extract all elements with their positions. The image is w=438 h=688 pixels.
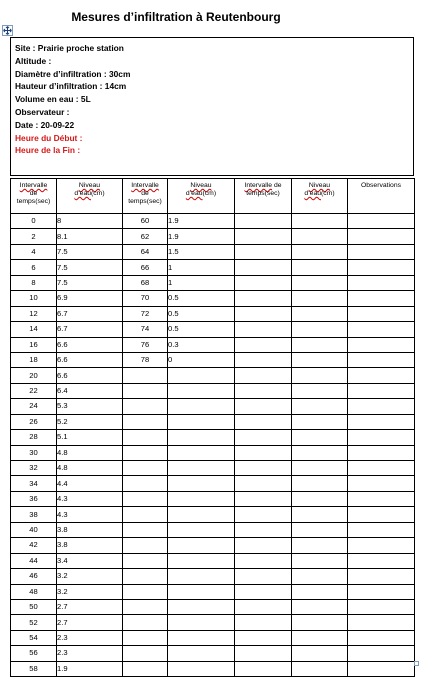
level-cell: 7.5 — [57, 244, 123, 259]
level-cell: 1 — [168, 260, 235, 275]
level-cell: 4.3 — [57, 507, 123, 522]
table-row — [11, 445, 415, 460]
level-cell — [168, 599, 235, 614]
table-row — [11, 646, 415, 661]
level-cell — [292, 661, 348, 676]
level-cell — [292, 368, 348, 383]
level-cell: 0 — [168, 352, 235, 367]
observation-cell — [348, 461, 415, 476]
interval-cell: 58 — [11, 661, 57, 676]
table-row — [11, 661, 415, 676]
table-row — [11, 584, 415, 599]
interval-cell — [235, 661, 292, 676]
table-row — [11, 491, 415, 506]
level-cell: 4.3 — [57, 491, 123, 506]
info-line: Heure du Début : — [15, 132, 83, 143]
table-row — [11, 414, 415, 429]
info-line: Volume en eau : 5L — [15, 94, 91, 105]
observation-cell — [348, 352, 415, 367]
level-cell — [292, 569, 348, 584]
observation-cell — [348, 399, 415, 414]
level-cell — [168, 445, 235, 460]
level-cell — [292, 229, 348, 244]
interval-cell: 34 — [11, 476, 57, 491]
observation-cell — [348, 507, 415, 522]
interval-cell: 42 — [11, 538, 57, 553]
level-cell: 0.5 — [168, 322, 235, 337]
observation-cell — [348, 646, 415, 661]
level-cell — [292, 538, 348, 553]
observation-cell — [348, 630, 415, 645]
level-cell — [168, 414, 235, 429]
interval-cell — [123, 646, 168, 661]
interval-cell — [235, 383, 292, 398]
level-cell: 3.4 — [57, 553, 123, 568]
observation-cell — [348, 615, 415, 630]
level-cell: 7.5 — [57, 260, 123, 275]
interval-cell — [235, 615, 292, 630]
header-level-2: Niveau d’eau(cm) — [168, 179, 235, 214]
table-row — [11, 291, 415, 306]
level-cell — [168, 646, 235, 661]
header-level-1: Niveau d’eau(cm) — [57, 179, 123, 214]
level-cell: 2.7 — [57, 599, 123, 614]
interval-cell: 50 — [11, 599, 57, 614]
level-cell — [292, 306, 348, 321]
level-cell — [168, 383, 235, 398]
interval-cell — [123, 476, 168, 491]
interval-cell: 14 — [11, 322, 57, 337]
level-cell — [292, 337, 348, 352]
interval-cell — [235, 399, 292, 414]
level-cell — [292, 461, 348, 476]
table-row — [11, 214, 415, 229]
interval-cell — [235, 522, 292, 537]
interval-cell: 10 — [11, 291, 57, 306]
level-cell — [292, 244, 348, 259]
level-cell: 4.4 — [57, 476, 123, 491]
level-cell: 2.7 — [57, 615, 123, 630]
interval-cell — [235, 569, 292, 584]
interval-cell: 52 — [11, 615, 57, 630]
level-cell — [168, 507, 235, 522]
level-cell — [168, 522, 235, 537]
level-cell: 1.9 — [168, 214, 235, 229]
info-line: Site : Prairie proche station — [15, 43, 124, 53]
interval-cell — [123, 461, 168, 476]
interval-cell — [235, 306, 292, 321]
info-line: Altitude : — [15, 55, 52, 66]
interval-cell: 2 — [11, 229, 57, 244]
interval-cell — [235, 445, 292, 460]
interval-cell: 68 — [123, 275, 168, 290]
level-cell — [292, 430, 348, 445]
observation-cell — [348, 244, 415, 259]
level-cell: 0.5 — [168, 306, 235, 321]
interval-cell — [123, 368, 168, 383]
table-row — [11, 569, 415, 584]
level-cell — [292, 599, 348, 614]
observation-cell — [348, 229, 415, 244]
header-interval-1: Intervalle de temps(sec) — [11, 179, 57, 214]
table-row — [11, 461, 415, 476]
interval-cell — [235, 414, 292, 429]
level-cell — [292, 445, 348, 460]
level-cell — [168, 553, 235, 568]
table-row — [11, 399, 415, 414]
level-cell: 0.5 — [168, 291, 235, 306]
interval-cell: 48 — [11, 584, 57, 599]
level-cell: 4.8 — [57, 445, 123, 460]
table-row — [11, 275, 415, 290]
interval-cell: 46 — [11, 569, 57, 584]
level-cell — [292, 352, 348, 367]
level-cell: 0.3 — [168, 337, 235, 352]
interval-cell: 12 — [11, 306, 57, 321]
observation-cell — [348, 522, 415, 537]
interval-cell — [123, 430, 168, 445]
level-cell — [292, 507, 348, 522]
observation-cell — [348, 430, 415, 445]
level-cell — [168, 569, 235, 584]
table-row — [11, 522, 415, 537]
interval-cell: 18 — [11, 352, 57, 367]
interval-cell: 26 — [11, 414, 57, 429]
table-row — [11, 244, 415, 259]
interval-cell — [235, 476, 292, 491]
interval-cell — [235, 337, 292, 352]
observation-cell — [348, 491, 415, 506]
header-interval-3: Intervalle de temps(sec) — [235, 179, 292, 214]
interval-cell: 74 — [123, 322, 168, 337]
info-line: Hauteur d’infiltration : 14cm — [15, 81, 127, 92]
level-cell: 8.1 — [57, 229, 123, 244]
interval-cell — [123, 630, 168, 645]
level-cell: 6.9 — [57, 291, 123, 306]
level-cell — [292, 630, 348, 645]
level-cell — [168, 615, 235, 630]
level-cell: 8 — [57, 214, 123, 229]
interval-cell: 24 — [11, 399, 57, 414]
interval-cell — [235, 630, 292, 645]
level-cell: 4.8 — [57, 461, 123, 476]
interval-cell — [235, 430, 292, 445]
interval-cell — [235, 599, 292, 614]
table-row — [11, 306, 415, 321]
interval-cell — [235, 291, 292, 306]
interval-cell: 32 — [11, 461, 57, 476]
level-cell: 6.6 — [57, 368, 123, 383]
level-cell — [292, 414, 348, 429]
level-cell — [292, 383, 348, 398]
interval-cell — [123, 538, 168, 553]
level-cell — [168, 461, 235, 476]
header-observations: Observations — [348, 179, 415, 214]
observation-cell — [348, 337, 415, 352]
observation-cell — [348, 260, 415, 275]
table-row — [11, 538, 415, 553]
level-cell — [292, 646, 348, 661]
interval-cell — [123, 661, 168, 676]
interval-cell — [235, 461, 292, 476]
interval-cell: 70 — [123, 291, 168, 306]
interval-cell — [235, 538, 292, 553]
observation-cell — [348, 569, 415, 584]
observation-cell — [348, 661, 415, 676]
info-line: Diamètre d’infiltration : 30cm — [15, 68, 131, 79]
observation-cell — [348, 414, 415, 429]
level-cell — [292, 491, 348, 506]
level-cell — [292, 584, 348, 599]
interval-cell: 30 — [11, 445, 57, 460]
interval-cell — [123, 584, 168, 599]
level-cell — [168, 430, 235, 445]
level-cell: 1.9 — [57, 661, 123, 676]
table-row — [11, 630, 415, 645]
table-row — [11, 322, 415, 337]
interval-cell: 66 — [123, 260, 168, 275]
level-cell — [168, 584, 235, 599]
table-row — [11, 599, 415, 614]
level-cell: 6.6 — [57, 352, 123, 367]
level-cell — [292, 260, 348, 275]
level-cell: 5.3 — [57, 399, 123, 414]
interval-cell: 64 — [123, 244, 168, 259]
level-cell: 3.8 — [57, 522, 123, 537]
level-cell — [168, 538, 235, 553]
interval-cell — [235, 368, 292, 383]
level-cell — [292, 275, 348, 290]
document-title: Mesures d’infiltration à Reutenbourg — [71, 10, 281, 24]
level-cell — [292, 615, 348, 630]
interval-cell: 38 — [11, 507, 57, 522]
interval-cell — [235, 352, 292, 367]
interval-cell: 56 — [11, 646, 57, 661]
interval-cell: 22 — [11, 383, 57, 398]
level-cell: 3.2 — [57, 569, 123, 584]
table-row — [11, 337, 415, 352]
level-cell — [292, 399, 348, 414]
table-row — [11, 507, 415, 522]
level-cell: 6.6 — [57, 337, 123, 352]
interval-cell: 60 — [123, 214, 168, 229]
interval-cell — [123, 599, 168, 614]
info-line: Heure de la Fin : — [15, 145, 81, 156]
interval-cell: 54 — [11, 630, 57, 645]
interval-cell — [123, 507, 168, 522]
level-cell — [168, 661, 235, 676]
level-cell: 1 — [168, 275, 235, 290]
level-cell — [168, 368, 235, 383]
observation-cell — [348, 322, 415, 337]
interval-cell — [235, 507, 292, 522]
level-cell — [292, 214, 348, 229]
level-cell — [292, 476, 348, 491]
table-move-handle-icon[interactable] — [2, 25, 13, 36]
interval-cell — [235, 260, 292, 275]
interval-cell — [235, 646, 292, 661]
level-cell: 2.3 — [57, 630, 123, 645]
level-cell — [168, 630, 235, 645]
interval-cell: 28 — [11, 430, 57, 445]
interval-cell: 6 — [11, 260, 57, 275]
table-row — [11, 368, 415, 383]
level-cell: 3.2 — [57, 584, 123, 599]
info-line: Date : 20-09-22 — [15, 119, 75, 130]
level-cell: 3.8 — [57, 538, 123, 553]
interval-cell — [123, 615, 168, 630]
table-row — [11, 553, 415, 568]
site-info-box — [10, 37, 414, 176]
interval-cell — [235, 214, 292, 229]
interval-cell: 76 — [123, 337, 168, 352]
observation-cell — [348, 445, 415, 460]
level-cell: 2.3 — [57, 646, 123, 661]
interval-cell: 40 — [11, 522, 57, 537]
interval-cell — [235, 553, 292, 568]
observation-cell — [348, 383, 415, 398]
interval-cell: 72 — [123, 306, 168, 321]
level-cell: 1.9 — [168, 229, 235, 244]
table-header-row — [11, 179, 415, 214]
interval-cell: 78 — [123, 352, 168, 367]
interval-cell: 4 — [11, 244, 57, 259]
interval-cell: 44 — [11, 553, 57, 568]
interval-cell — [235, 322, 292, 337]
interval-cell — [235, 584, 292, 599]
level-cell — [292, 291, 348, 306]
level-cell — [168, 476, 235, 491]
interval-cell — [235, 229, 292, 244]
observation-cell — [348, 538, 415, 553]
level-cell — [292, 322, 348, 337]
table-row — [11, 476, 415, 491]
interval-cell — [235, 275, 292, 290]
measurements-table — [10, 178, 415, 677]
table-row — [11, 352, 415, 367]
interval-cell — [235, 244, 292, 259]
level-cell: 5.1 — [57, 430, 123, 445]
observation-cell — [348, 306, 415, 321]
interval-cell — [123, 522, 168, 537]
table-row — [11, 260, 415, 275]
level-cell: 5.2 — [57, 414, 123, 429]
level-cell: 6.7 — [57, 322, 123, 337]
interval-cell — [123, 414, 168, 429]
interval-cell — [123, 491, 168, 506]
table-row — [11, 383, 415, 398]
level-cell: 1.5 — [168, 244, 235, 259]
interval-cell — [235, 491, 292, 506]
level-cell: 7.5 — [57, 275, 123, 290]
header-level-3: Niveau d’eau(cm) — [292, 179, 348, 214]
interval-cell — [123, 383, 168, 398]
info-line: Observateur : — [15, 106, 70, 117]
observation-cell — [348, 599, 415, 614]
table-row — [11, 229, 415, 244]
observation-cell — [348, 584, 415, 599]
header-interval-2: Intervalle de temps(sec) — [123, 179, 168, 214]
level-cell: 6.4 — [57, 383, 123, 398]
interval-cell: 36 — [11, 491, 57, 506]
interval-cell: 20 — [11, 368, 57, 383]
level-cell — [168, 399, 235, 414]
observation-cell — [348, 214, 415, 229]
table-row — [11, 430, 415, 445]
level-cell: 6.7 — [57, 306, 123, 321]
level-cell — [292, 522, 348, 537]
observation-cell — [348, 275, 415, 290]
interval-cell — [123, 569, 168, 584]
table-resize-handle-icon[interactable] — [414, 661, 419, 666]
table-row — [11, 615, 415, 630]
observation-cell — [348, 553, 415, 568]
interval-cell — [123, 445, 168, 460]
observation-cell — [348, 291, 415, 306]
interval-cell: 8 — [11, 275, 57, 290]
interval-cell — [123, 553, 168, 568]
level-cell — [168, 491, 235, 506]
level-cell — [292, 553, 348, 568]
observation-cell — [348, 368, 415, 383]
interval-cell: 0 — [11, 214, 57, 229]
interval-cell: 62 — [123, 229, 168, 244]
observation-cell — [348, 476, 415, 491]
interval-cell: 16 — [11, 337, 57, 352]
interval-cell — [123, 399, 168, 414]
